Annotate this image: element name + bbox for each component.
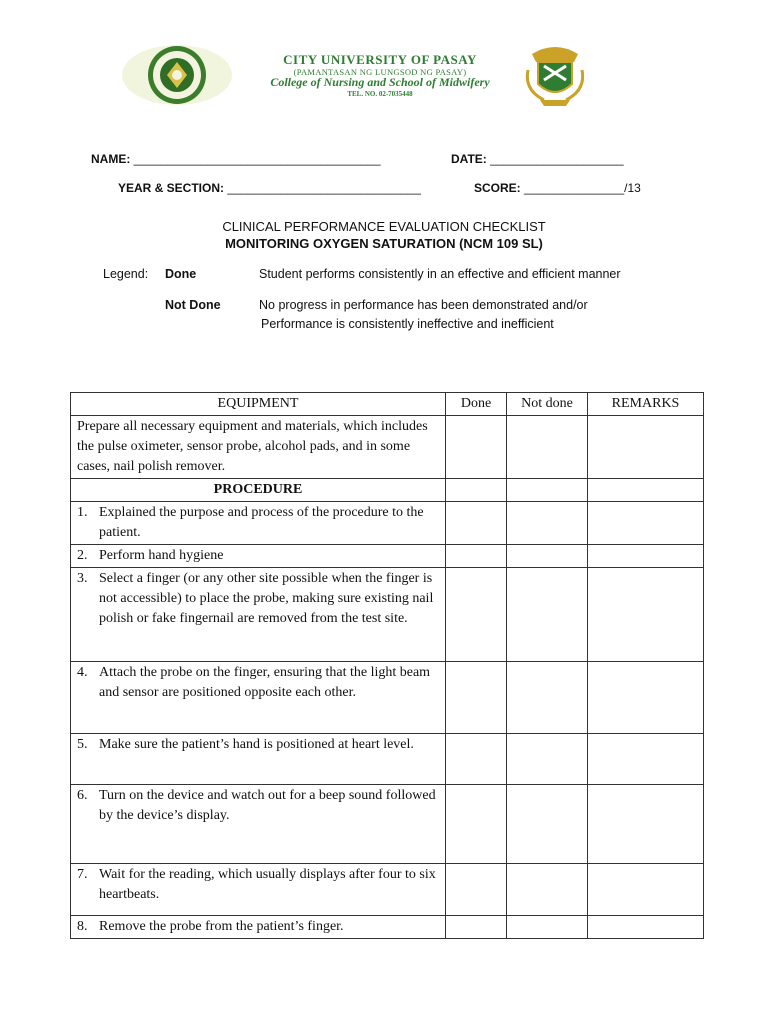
score-field[interactable]: [474, 181, 641, 195]
not-done-header: Not done: [507, 393, 588, 416]
remarks-cell[interactable]: [588, 662, 704, 734]
done-cell[interactable]: [446, 545, 507, 568]
score-label: SCORE:: [474, 181, 521, 195]
step-number: 7.: [77, 867, 88, 882]
not-done-cell[interactable]: [507, 416, 588, 479]
telephone-number: TEL. NO. 02-7035448: [347, 90, 413, 98]
done-cell[interactable]: [446, 479, 507, 502]
step-text: Attach the probe on the finger, ensuring that the light beam and sensor are positioned opposite each other.: [99, 665, 431, 700]
date-label: DATE:: [451, 152, 487, 166]
not-done-cell[interactable]: [507, 568, 588, 662]
procedure-header: PROCEDURE: [71, 479, 446, 502]
step-cell: [71, 734, 446, 785]
name-label: NAME:: [91, 152, 131, 166]
college-crest-logo: [524, 40, 586, 110]
remarks-cell[interactable]: [588, 416, 704, 479]
step-text: Turn on the device and watch out for a beep sound followed by the device’s display.: [99, 788, 436, 823]
not-done-cell[interactable]: [507, 864, 588, 916]
table-header-row: [71, 393, 704, 416]
date-line[interactable]: ____________________: [490, 152, 624, 166]
step-text: Perform hand hygiene: [99, 548, 224, 563]
name-line[interactable]: _____________________________________: [133, 152, 381, 166]
procedure-header-row: [71, 479, 704, 502]
university-subtitle: (PAMANTASAN NG LUNGSOD NG PASAY): [293, 67, 467, 77]
done-cell[interactable]: [446, 416, 507, 479]
remarks-cell[interactable]: [588, 734, 704, 785]
year-section-field[interactable]: [118, 181, 421, 195]
step-text: Make sure the patient’s hand is positioned at heart level.: [99, 737, 414, 752]
table-row: [71, 662, 704, 734]
done-cell[interactable]: [446, 502, 507, 545]
step-number: 5.: [77, 737, 88, 752]
table-row: [71, 416, 704, 479]
table-row: [71, 568, 704, 662]
done-cell[interactable]: [446, 662, 507, 734]
university-seal-logo: [121, 44, 233, 106]
remarks-cell[interactable]: [588, 785, 704, 864]
table-row: [71, 734, 704, 785]
legend-notdone-description-2: Performance is consistently ineffective and inefficient: [261, 317, 554, 331]
not-done-cell[interactable]: [507, 734, 588, 785]
step-cell: [71, 502, 446, 545]
not-done-cell[interactable]: [507, 916, 588, 939]
equipment-description: Prepare all necessary equipment and materials, which includes the pulse oximeter, sensor probe, alcohol pads, and in some cases, nail polish remover.: [71, 416, 446, 479]
step-cell: [71, 545, 446, 568]
legend-notdone-term: Not Done: [165, 298, 221, 312]
remarks-cell[interactable]: [588, 479, 704, 502]
year-section-label: YEAR & SECTION:: [118, 181, 225, 195]
done-cell[interactable]: [446, 916, 507, 939]
not-done-cell[interactable]: [507, 502, 588, 545]
legend-done-description: Student performs consistently in an effective and efficient manner: [259, 267, 621, 281]
done-cell[interactable]: [446, 864, 507, 916]
not-done-cell[interactable]: [507, 662, 588, 734]
not-done-cell[interactable]: [507, 545, 588, 568]
score-line[interactable]: _______________/13: [524, 181, 641, 195]
not-done-cell[interactable]: [507, 785, 588, 864]
step-number: 6.: [77, 788, 88, 803]
table-row: [71, 916, 704, 939]
step-text: Wait for the reading, which usually displays after four to six heartbeats.: [99, 867, 436, 902]
step-number: 1.: [77, 505, 88, 520]
remarks-cell[interactable]: [588, 568, 704, 662]
evaluation-checklist-table: [70, 392, 704, 939]
table-row: [71, 545, 704, 568]
not-done-cell[interactable]: [507, 479, 588, 502]
table-row: [71, 864, 704, 916]
remarks-cell[interactable]: [588, 545, 704, 568]
step-number: 3.: [77, 571, 88, 586]
checklist-title: CLINICAL PERFORMANCE EVALUATION CHECKLIST: [222, 219, 546, 234]
legend-notdone-description-1: No progress in performance has been demonstrated and/or: [259, 298, 588, 312]
date-field[interactable]: [451, 152, 624, 166]
step-text: Remove the probe from the patient’s finger.: [99, 919, 344, 934]
procedure-title: MONITORING OXYGEN SATURATION (NCM 109 SL): [225, 236, 543, 251]
done-cell[interactable]: [446, 785, 507, 864]
remarks-cell[interactable]: [588, 864, 704, 916]
step-cell: [71, 568, 446, 662]
college-name: College of Nursing and School of Midwifery: [270, 75, 490, 89]
done-cell[interactable]: [446, 734, 507, 785]
remarks-cell[interactable]: [588, 916, 704, 939]
year-section-line[interactable]: _____________________________: [227, 181, 421, 195]
step-text: Explained the purpose and process of the procedure to the patient.: [99, 505, 424, 540]
legend-done-term: Done: [165, 267, 197, 281]
step-number: 8.: [77, 919, 88, 934]
name-field[interactable]: [91, 152, 381, 166]
legend-label: Legend:: [103, 267, 149, 281]
equipment-header: EQUIPMENT: [71, 393, 446, 416]
remarks-cell[interactable]: [588, 502, 704, 545]
step-cell: [71, 785, 446, 864]
step-number: 2.: [77, 548, 88, 563]
step-cell: [71, 864, 446, 916]
remarks-header: REMARKS: [588, 393, 704, 416]
step-text: Select a finger (or any other site possible when the finger is not accessible) to place the probe, making sure existing nail polish or fake fingernail are removed from the test site.: [99, 571, 434, 626]
table-row: [71, 785, 704, 864]
step-number: 4.: [77, 665, 88, 680]
table-row: [71, 502, 704, 545]
step-cell: [71, 916, 446, 939]
done-header: Done: [446, 393, 507, 416]
step-cell: [71, 662, 446, 734]
done-cell[interactable]: [446, 568, 507, 662]
university-name: CITY UNIVERSITY OF PASAY: [283, 52, 477, 67]
